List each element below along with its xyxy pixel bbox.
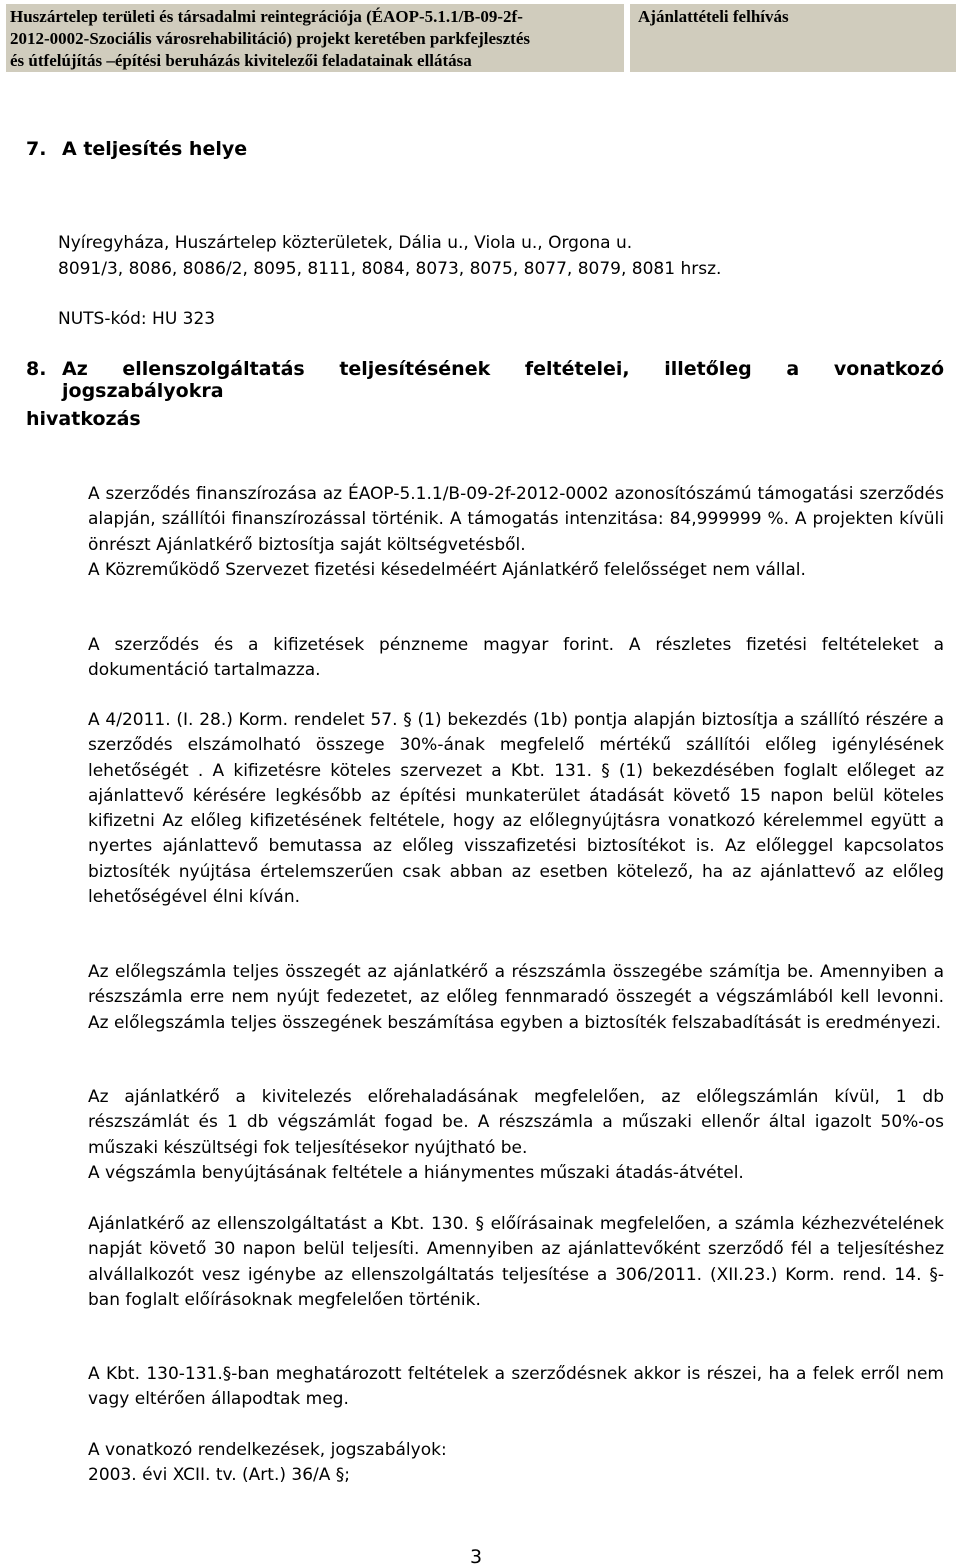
header-line: Huszártelep területi és társadalmi reintegrációja (ÉAOP-5.1.1/B-09-2f-: [10, 7, 523, 26]
paragraph-advance: [88, 708, 944, 910]
section-title: Az ellenszolgáltatás teljesítésének feltételei, illetőleg a vonatkozó jogszabályokra: [62, 358, 944, 402]
paragraph: A szerződés és a kifizetések pénzneme magyar forint. A részletes fizetési feltételeket a dokumentáció tartalmazza.: [88, 635, 944, 681]
paragraph-invoices: [88, 1085, 944, 1186]
location-line: Nyíregyháza, Huszártelep közterületek, Dália u., Viola u., Orgona u.: [58, 233, 633, 253]
nuts-code: NUTS-kód: HU 323: [58, 309, 216, 329]
paragraph-payment-terms: [88, 1212, 944, 1313]
section-7-heading: [26, 138, 247, 160]
section-number: 8.: [26, 358, 47, 380]
paragraph: 2003. évi XCII. tv. (Art.) 36/A §;: [88, 1465, 351, 1486]
paragraph: A Kbt. 130-131.§-ban meghatározott feltételek a szerződésnek akkor is részei, ha a felek erről nem vagy eltérően állapodtak meg.: [88, 1364, 944, 1410]
paragraph: Az előlegszámla teljes összegét az ajánlatkérő a részszámla összegébe számítja be. Amennyiben a részszámla erre nem nyújt fedezetet, az előleg fennmaradó összegét a végszámlából kell levonni. Az előlegszámla teljes összegének beszámítása egyben a biztosíték felszabadítását is eredményezi.: [88, 962, 944, 1033]
paragraph: Ajánlatkérő az ellenszolgáltatást a Kbt. 130. § előírásainak megfelelően, a számla kézhezvételének napját követő 30 napon belül teljesíti. Amennyiben az ajánlattevőként szerződő fél a teljesítéshez alvállalkozót vesz igénybe az ellenszolgáltatás teljesítése a 306/2011. (XII.23.) Korm. rend. 14. §-ban foglalt előírásoknak megfelelően történik.: [88, 1214, 944, 1310]
paragraph-financing: [88, 482, 944, 583]
location-line: 8091/3, 8086, 8086/2, 8095, 8111, 8084, 8073, 8075, 8077, 8079, 8081 hrsz.: [58, 258, 722, 279]
header-line: 2012-0002-Szociális városrehabilitáció) projekt keretében parkfejlesztés: [10, 29, 530, 48]
paragraph-currency: [88, 633, 944, 684]
header-document-type: Ajánlattételi felhívás: [630, 4, 956, 72]
paragraph: A vonatkozó rendelkezések, jogszabályok:: [88, 1440, 447, 1460]
header-line: és útfelújítás –építési beruházás kivitelezői feladatainak ellátása: [10, 51, 472, 70]
section-title-cont: hivatkozás: [26, 408, 141, 430]
section-number: 7.: [26, 138, 47, 160]
paragraph-advance-invoice: [88, 960, 944, 1036]
paragraph: A szerződés finanszírozása az ÉAOP-5.1.1/B-09-2f-2012-0002 azonosítószámú támogatási szerződés alapján, szállítói finanszírozással történik. A támogatás intenzitása: 84,999999 %. A projekten kívüli önrészt Ajánlatkérő biztosítja saját költségvetésből.: [88, 484, 944, 555]
section-8-heading: [26, 358, 946, 430]
paragraph: Az ajánlatkérő a kivitelezés előrehaladásának megfelelően, az előlegszámlán kívül, 1 db részszámlát és 1 db végszámlát fogad be. A részszámla a műszaki ellenőr által igazolt 50%-os műszaki készültségi fok teljesítésekor nyújtható be.: [88, 1087, 944, 1158]
paragraph: A 4/2011. (I. 28.) Korm. rendelet 57. § (1) bekezdés (1b) pontja alapján biztosítja a szállító részére a szerződés elszámolható összege 30%-ának megfelelő mértékű szállítói előleg igénylésének lehetőségét . A kifizetésre köteles szervezet a Kbt. 131. § (1) bekezdésében foglalt előleget az ajánlattevő kérésére legkésőbb az építési munkaterület átadását követő 15 napon belül köteles kifizetni Az előleg kifizetésének feltétele, hogy az előlegnyújtásra vonatkozó kérelemmel együtt a nyertes ajánlattevő bemutassa az előleg visszafizetési biztosítékot is. Az előleggel kapcsolatos biztosíték nyújtása értelemszerűen csak abban az esetben kötelező, ha az ajánlattevő az előleg lehetőségével élni kíván.: [88, 710, 944, 908]
paragraph: A végszámla benyújtásának feltétele a hiánymentes műszaki átadás-átvétel.: [88, 1162, 744, 1183]
location-block: [58, 231, 721, 333]
paragraph-regulations: [88, 1438, 944, 1489]
paragraph: A Közreműködő Szervezet fizetési késedelméért Ajánlatkérő felelősséget nem vállal.: [88, 559, 806, 580]
section-title: A teljesítés helye: [62, 138, 248, 160]
paragraph-kbt: [88, 1362, 944, 1413]
page-number: 3: [470, 1546, 483, 1568]
